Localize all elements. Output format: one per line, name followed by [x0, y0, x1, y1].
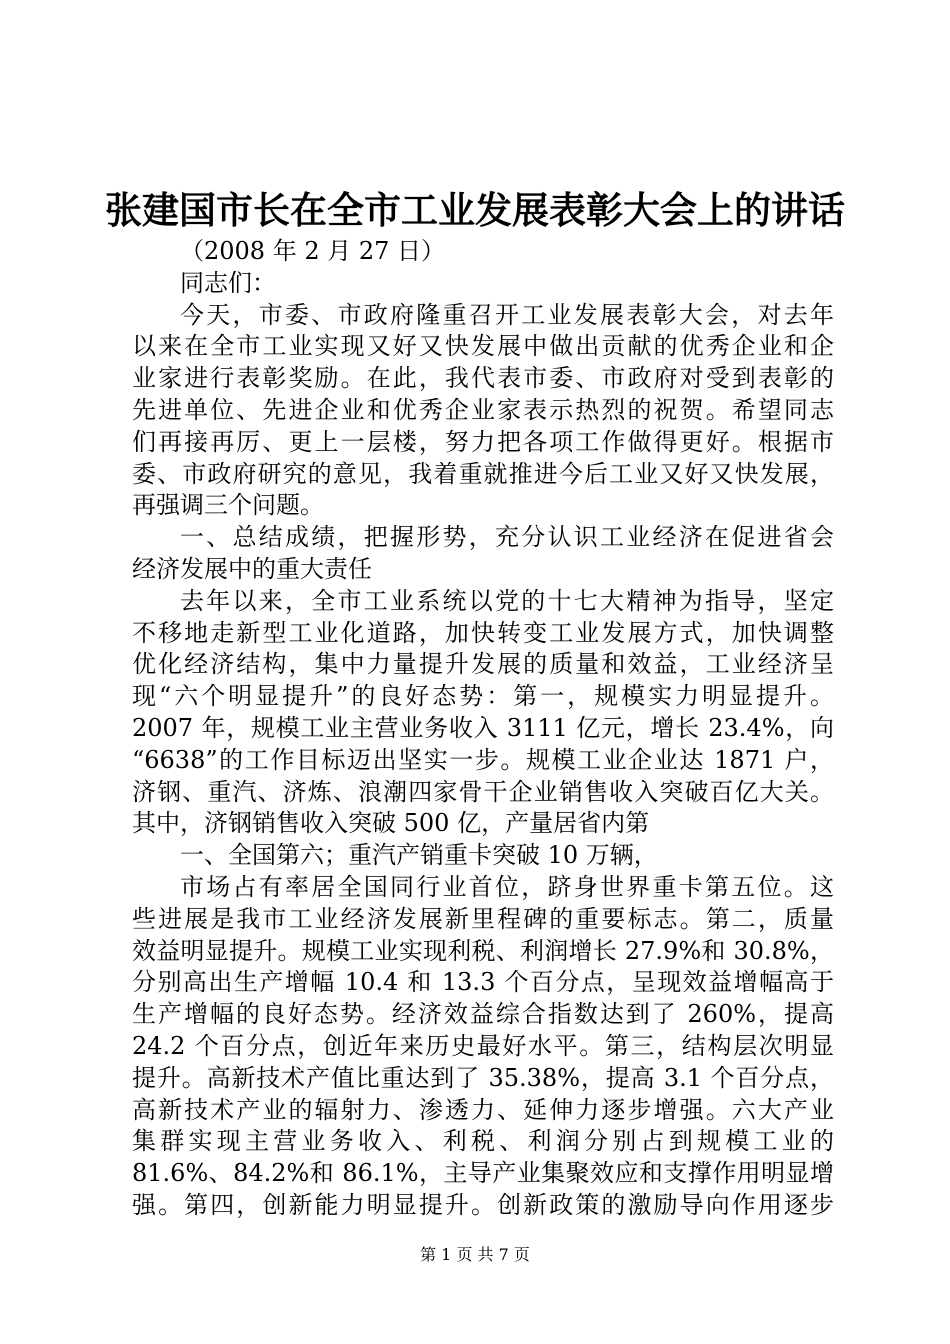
text-line: 些进展是我市工业经济发展新里程碑的重要标志。第二，质量 [132, 904, 834, 933]
text-line: 济钢、重汽、济炼、浪潮四家骨干企业销售收入突破百亿大关。 [132, 777, 834, 806]
text-line: 强。第四，创新能力明显提升。创新政策的激励导向作用逐步 [132, 1190, 834, 1219]
text-line: 现“六个明显提升”的良好态势：第一，规模实力明显提升。 [132, 682, 834, 711]
section-heading: 经济发展中的重大责任 [132, 554, 372, 583]
text-line: 2007 年，规模工业主营业务收入 3111 亿元，增长 23.4%，向 [132, 713, 834, 742]
text-line: 再强调三个问题。 [132, 491, 324, 520]
speech-date: （2008 年 2 月 27 日） [180, 237, 446, 265]
text-line: 市场占有率居全国同行业首位，跻身世界重卡第五位。这 [180, 872, 834, 901]
text-line: 高新技术产业的辐射力、渗透力、延伸力逐步增强。六大产业 [132, 1095, 834, 1124]
text-line: 委、市政府研究的意见，我着重就推进今后工业又好又快发展， [132, 459, 834, 488]
document-title: 张建国市长在全市工业发展表彰大会上的讲话 [105, 188, 845, 232]
document-body [132, 236, 834, 1222]
text-line: 业家进行表彰奖励。在此，我代表市委、市政府对受到表彰的 [132, 364, 834, 393]
text-line: 81.6%、84.2%和 86.1%，主导产业集聚效应和支撑作用明显增 [132, 1159, 834, 1188]
text-line: 们再接再厉、更上一层楼，努力把各项工作做得更好。根据市 [132, 427, 834, 456]
text-line: 生产增幅的良好态势。经济效益综合指数达到了 260%，提高 [132, 1000, 834, 1029]
text-line: 今天，市委、市政府隆重召开工业发展表彰大会，对去年 [180, 300, 834, 329]
text-line: 分别高出生产增幅 10.4 和 13.3 个百分点，呈现效益增幅高于 [132, 968, 834, 997]
text-line: 去年以来，全市工业系统以党的十七大精神为指导，坚定 [180, 586, 834, 615]
text-line: 一、全国第六；重汽产销重卡突破 10 万辆， [180, 841, 658, 870]
salutation: 同志们： [180, 268, 276, 297]
text-line: 效益明显提升。规模工业实现利税、利润增长 27.9%和 30.8%， [132, 936, 834, 965]
text-line: 提升。高新技术产值比重达到了 35.38%，提高 3.1 个百分点， [132, 1063, 834, 1092]
page-number: 第 1 页 共 7 页 [420, 1245, 530, 1264]
text-line: 优化经济结构，集中力量提升发展的质量和效益，工业经济呈 [132, 650, 834, 679]
text-line: 集群实现主营业务收入、利税、利润分别占到规模工业的 [132, 1127, 834, 1156]
text-line: 先进单位、先进企业和优秀企业家表示热烈的祝贺。希望同志 [132, 395, 834, 424]
text-line: 其中，济钢销售收入突破 500 亿，产量居省内第 [132, 809, 650, 838]
text-line: 以来在全市工业实现又好又快发展中做出贡献的优秀企业和企 [132, 332, 834, 361]
text-line: “6638”的工作目标迈出坚实一步。规模工业企业达 1871 户， [132, 745, 834, 774]
section-heading: 一、总结成绩，把握形势，充分认识工业经济在促进省会 [180, 523, 834, 552]
text-line: 24.2 个百分点，创近年来历史最好水平。第三，结构层次明显 [132, 1031, 834, 1060]
text-line: 不移地走新型工业化道路，加快转变工业发展方式，加快调整 [132, 618, 834, 647]
